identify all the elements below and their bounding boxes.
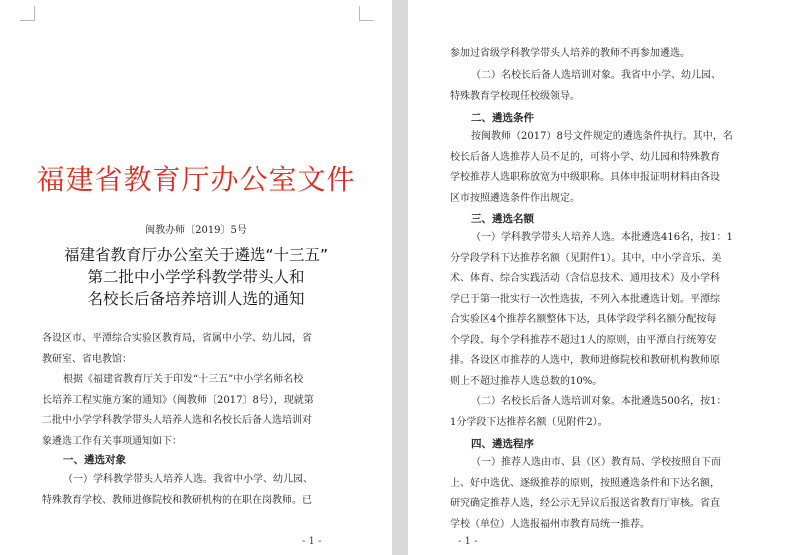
text-line: 区市按照遴选条件作出规定。 [450, 192, 580, 204]
section-heading: 四、遴选程序 [471, 438, 534, 450]
text-line: 二批中小学学科教学带头人培养人选和名校长后备人选培训对 [42, 415, 312, 426]
continued-paragraph [450, 44, 766, 65]
title-line: 福建省教育厅办公室关于遴选“十三五” [63, 246, 329, 264]
text-line: 特殊教育学校、教师进修院校和教研机构的在职在岗教师。已 [42, 494, 312, 506]
text-line: 学已于第一批实行一次性选拔，不列入本批遴选计划。平潭综 [450, 293, 720, 305]
text-line: 各设区市、平潭综合实验区教育局，省属中小学、幼儿园，省 [42, 333, 312, 344]
section-heading: 二、遴选条件 [471, 112, 534, 124]
text-line: 合实验区4个推荐名额整体下达，具体学段学科名额分配按每 [450, 314, 717, 325]
text-line: 排。各设区市推荐的人选中，教师进修院校和教研机构教师原 [450, 355, 720, 366]
document-header: 福建省教育厅办公室文件 [36, 163, 356, 196]
quota-paragraph-1 [450, 228, 766, 392]
page-number: - 1 - [458, 536, 478, 547]
crop-mark-top-left [20, 6, 35, 21]
text-line: 长培养工程实施方案的通知》（闽教师〔2017〕8号），现就第 [42, 394, 314, 406]
text-line: （一）学科教学带头人培养人选。本批遴选416名，按1：1 [471, 232, 733, 243]
item-paragraph [450, 66, 766, 107]
section-heading: 三、遴选名额 [471, 213, 534, 225]
text-line: 学校推荐人选职称放宽为中级职称。具体申报证明材料由各设 [450, 172, 720, 183]
text-line: 按闽教师（2017）8号文件规定的遴选条件执行。其中，名 [471, 131, 733, 142]
page-number: - 1 - [302, 536, 322, 547]
title-line: 第二批中小学学科教学带头人和 [87, 268, 305, 286]
text-line: 根据《福建省教育厅关于印发“十三五”中小学名师名校 [63, 374, 304, 385]
text-line: （二）名校长后备人选培训对象。本批遴选500名，按1： [471, 396, 727, 407]
text-line: 校长后备人选推荐人员不足的，可将小学、幼儿园和特殊教育 [450, 151, 720, 163]
text-line: 分学段学科下达推荐名额（见附件1）。其中，中小学音乐、美 [450, 252, 722, 264]
text-line: 教研室、省电教馆： [42, 353, 132, 365]
text-line: 1分学段下达推荐名额（见附件2）。 [450, 416, 608, 428]
text-line: 上、好中选优、逐级推荐的原则，按照遴选条件和下达名额， [450, 477, 720, 489]
section-heading: 一、遴选对象 [63, 454, 126, 466]
document-page-left [0, 0, 392, 555]
item-paragraph [42, 470, 354, 511]
text-line: 象遴选工作有关事项通知如下： [42, 435, 182, 447]
intro-paragraph [42, 370, 354, 452]
text-line: 参加过省级学科教学带头人培养的教师不再参加遴选。 [450, 48, 690, 59]
text-line: 学校（单位）人选报福州市教育局统一推荐。 [450, 518, 650, 530]
text-line: 研究确定推荐人选，经公示无异议后报送省教育厅审核。省直 [450, 498, 720, 509]
procedure-paragraph [450, 453, 766, 535]
title-line: 名校长后备培养培训人选的通知 [87, 290, 305, 308]
text-line: 个学段、每个学科推荐不超过1人的原则，由平潭自行统筹安 [450, 334, 717, 346]
conditions-paragraph [450, 127, 766, 209]
text-line: （二）名校长后备人选培训对象。我省中小学、幼儿园、 [471, 70, 721, 81]
document-page-right [408, 0, 800, 555]
text-line: 术、体育、综合实践活动（含信息技术、通用技术）及小学科 [450, 273, 720, 284]
text-line: 特殊教育学校现任校级领导。 [450, 90, 580, 102]
text-line: （一）推荐人选由市、县（区）教育局、学校按照自下而 [471, 457, 721, 468]
crop-mark-top-right [359, 6, 374, 21]
text-line: （一）学科教学带头人培养人选。我省中小学、幼儿园、 [63, 474, 313, 485]
document-number: 闽教办师〔2019〕5号 [145, 225, 247, 236]
quota-paragraph-2 [450, 392, 766, 433]
document-title [0, 244, 392, 310]
text-line: 则上不超过推荐人选总数的10%。 [450, 375, 603, 387]
addressee [42, 329, 354, 370]
